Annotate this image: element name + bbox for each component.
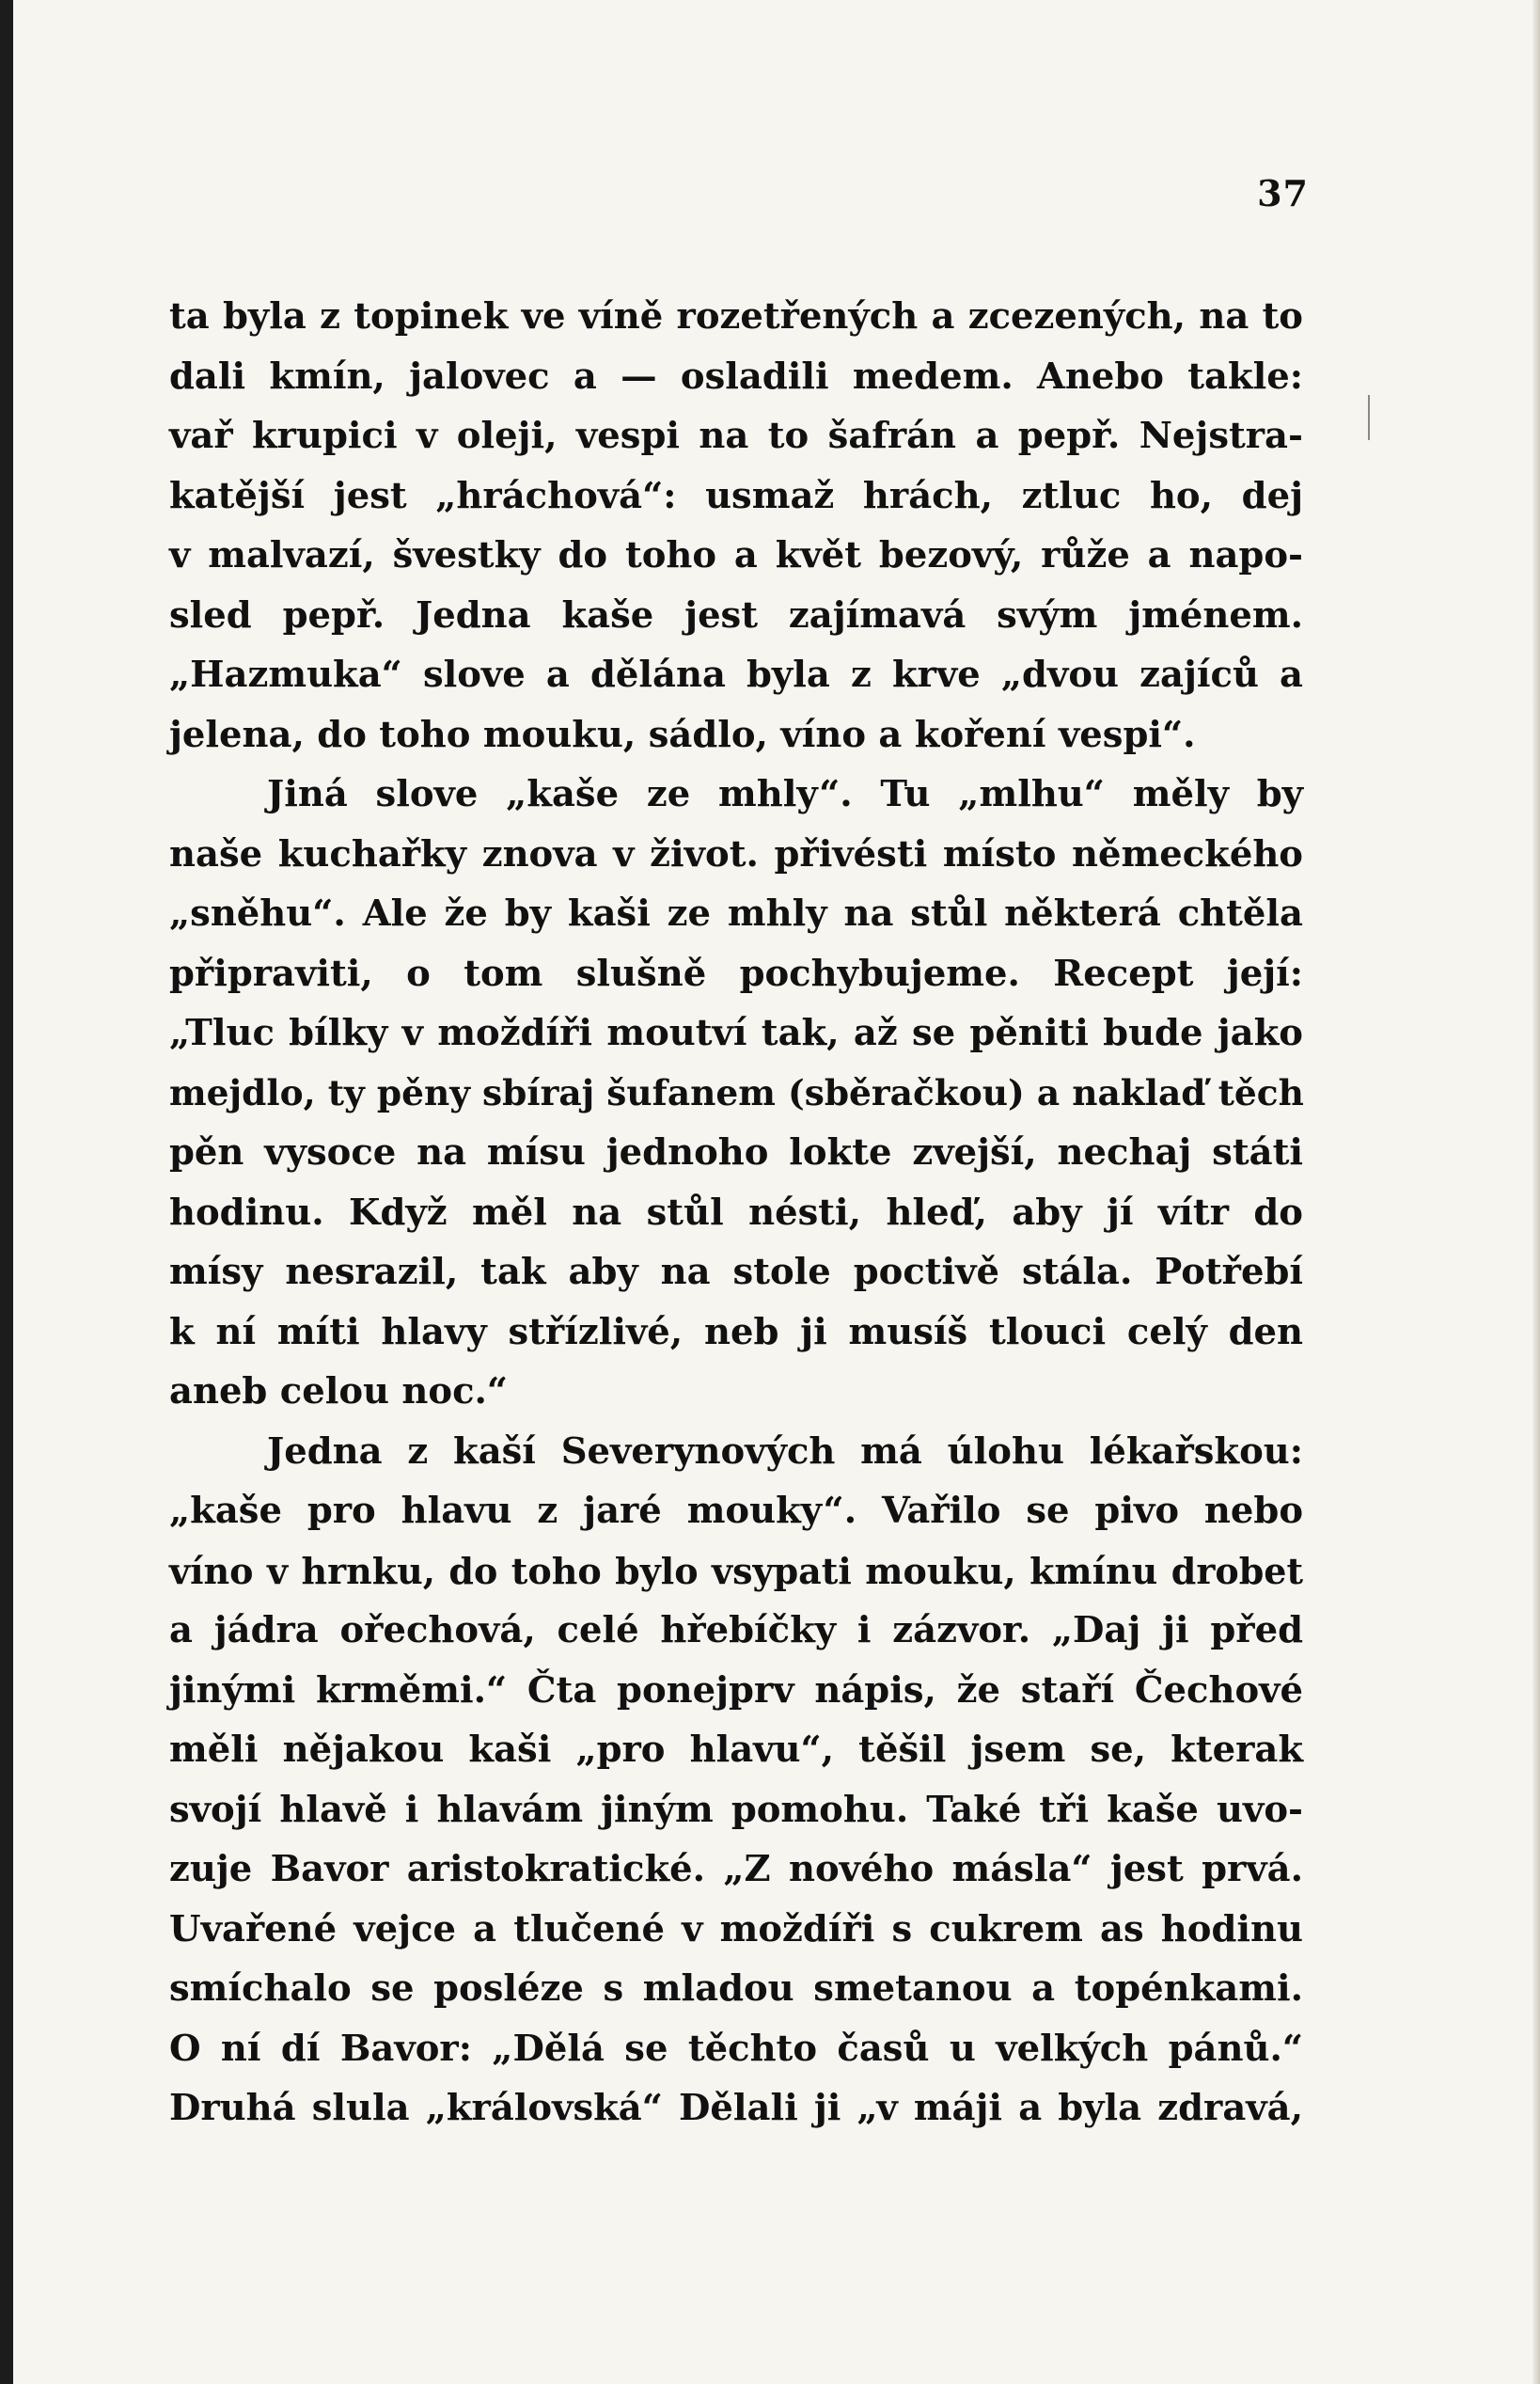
text-line: Druhá slula „královská“ Dělali ji „v máji a byla zdravá, bbox=[169, 2087, 1303, 2129]
text-line: zuje Bavor aristokratické. „Z nového másla“ jest prvá. bbox=[169, 1848, 1303, 1890]
margin-mark bbox=[1368, 395, 1370, 440]
text-line: mísy nesrazil, tak aby na stole poctivě stála. Potřebí bbox=[169, 1251, 1303, 1293]
text-line: připraviti, o tom slušně pochybujeme. Recept její: bbox=[169, 952, 1303, 995]
text-line: „Hazmuka“ slove a dělána byla z krve „dvou zajíců a bbox=[169, 654, 1303, 696]
scan-right-edge bbox=[1532, 0, 1540, 2384]
text-line: sled pepř. Jedna kaše jest zajímavá svým jménem. bbox=[169, 593, 1303, 637]
text-line: mejdlo, ty pěny sbíraj šufanem (sběračkou) a naklaď těch bbox=[169, 1071, 1304, 1113]
text-line: „Tluc bílky v moždíři moutví tak, až se pěniti bude jako bbox=[169, 1012, 1303, 1054]
text-line: k ní míti hlavy střízlivé, neb ji musíš tlouci celý den bbox=[169, 1310, 1303, 1353]
text-line: „sněhu“. Ale že by kaši ze mhly na stůl některá chtěla bbox=[169, 892, 1303, 935]
text-line: víno v hrnku, do toho bylo vsypati mouku, kmínu drobet bbox=[169, 1549, 1303, 1592]
text-line: hodinu. Když měl na stůl nésti, hleď, aby jí vítr do bbox=[169, 1191, 1303, 1234]
text-line: Jiná slove „kaše ze mhly“. Tu „mlhu“ měly by bbox=[267, 773, 1303, 815]
text-line: O ní dí Bavor: „Dělá se těchto časů u velkých pánů.“ bbox=[169, 2027, 1303, 2070]
text-line: Jedna z kaší Severynových má úlohu lékařskou: bbox=[267, 1429, 1303, 1473]
text-line: měli nějakou kaši „pro hlavu“, těšil jsem se, kterak bbox=[169, 1729, 1303, 1771]
text-line: naše kuchařky znova v život. přivésti místo německého bbox=[169, 832, 1303, 876]
text-line: jinými krměmi.“ Čta ponejprv nápis, že staří Čechové bbox=[169, 1668, 1303, 1712]
text-line: ta byla z topinek ve víně rozetřených a zcezených, na to bbox=[169, 295, 1303, 338]
text-line: jelena, do toho mouku, sádlo, víno a koření vespi“. bbox=[169, 713, 1196, 756]
text-line: pěn vysoce na mísu jednoho lokte zvejší, nechaj státi bbox=[169, 1131, 1303, 1174]
text-line: Uvařené vejce a tlučené v moždíři s cukrem as hodinu bbox=[169, 1907, 1303, 1950]
body-text bbox=[169, 287, 1303, 2139]
scan-left-edge bbox=[0, 0, 13, 2384]
page-number: 37 bbox=[1257, 172, 1309, 214]
text-line: v malvazí, švestky do toho a květ bezový, růže a napo- bbox=[169, 534, 1303, 576]
text-line: katější jest „hráchová“: usmaž hrách, ztluc ho, dej bbox=[169, 474, 1303, 517]
text-line: smíchalo se posléze s mladou smetanou a topénkami. bbox=[169, 1967, 1303, 2010]
text-line: vař krupici v oleji, vespi na to šafrán a pepř. Nejstra- bbox=[169, 415, 1303, 457]
text-line: „kaše pro hlavu z jaré mouky“. Vařilo se pivo nebo bbox=[169, 1490, 1303, 1532]
text-line: aneb celou noc.“ bbox=[169, 1370, 509, 1413]
text-line: svojí hlavě i hlavám jiným pomohu. Také tři kaše uvo- bbox=[169, 1788, 1303, 1831]
text-line: dali kmín, jalovec a — osladili medem. Anebo takle: bbox=[169, 355, 1303, 398]
text-line: a jádra ořechová, celé hřebíčky i zázvor. „Daj ji před bbox=[169, 1609, 1303, 1651]
